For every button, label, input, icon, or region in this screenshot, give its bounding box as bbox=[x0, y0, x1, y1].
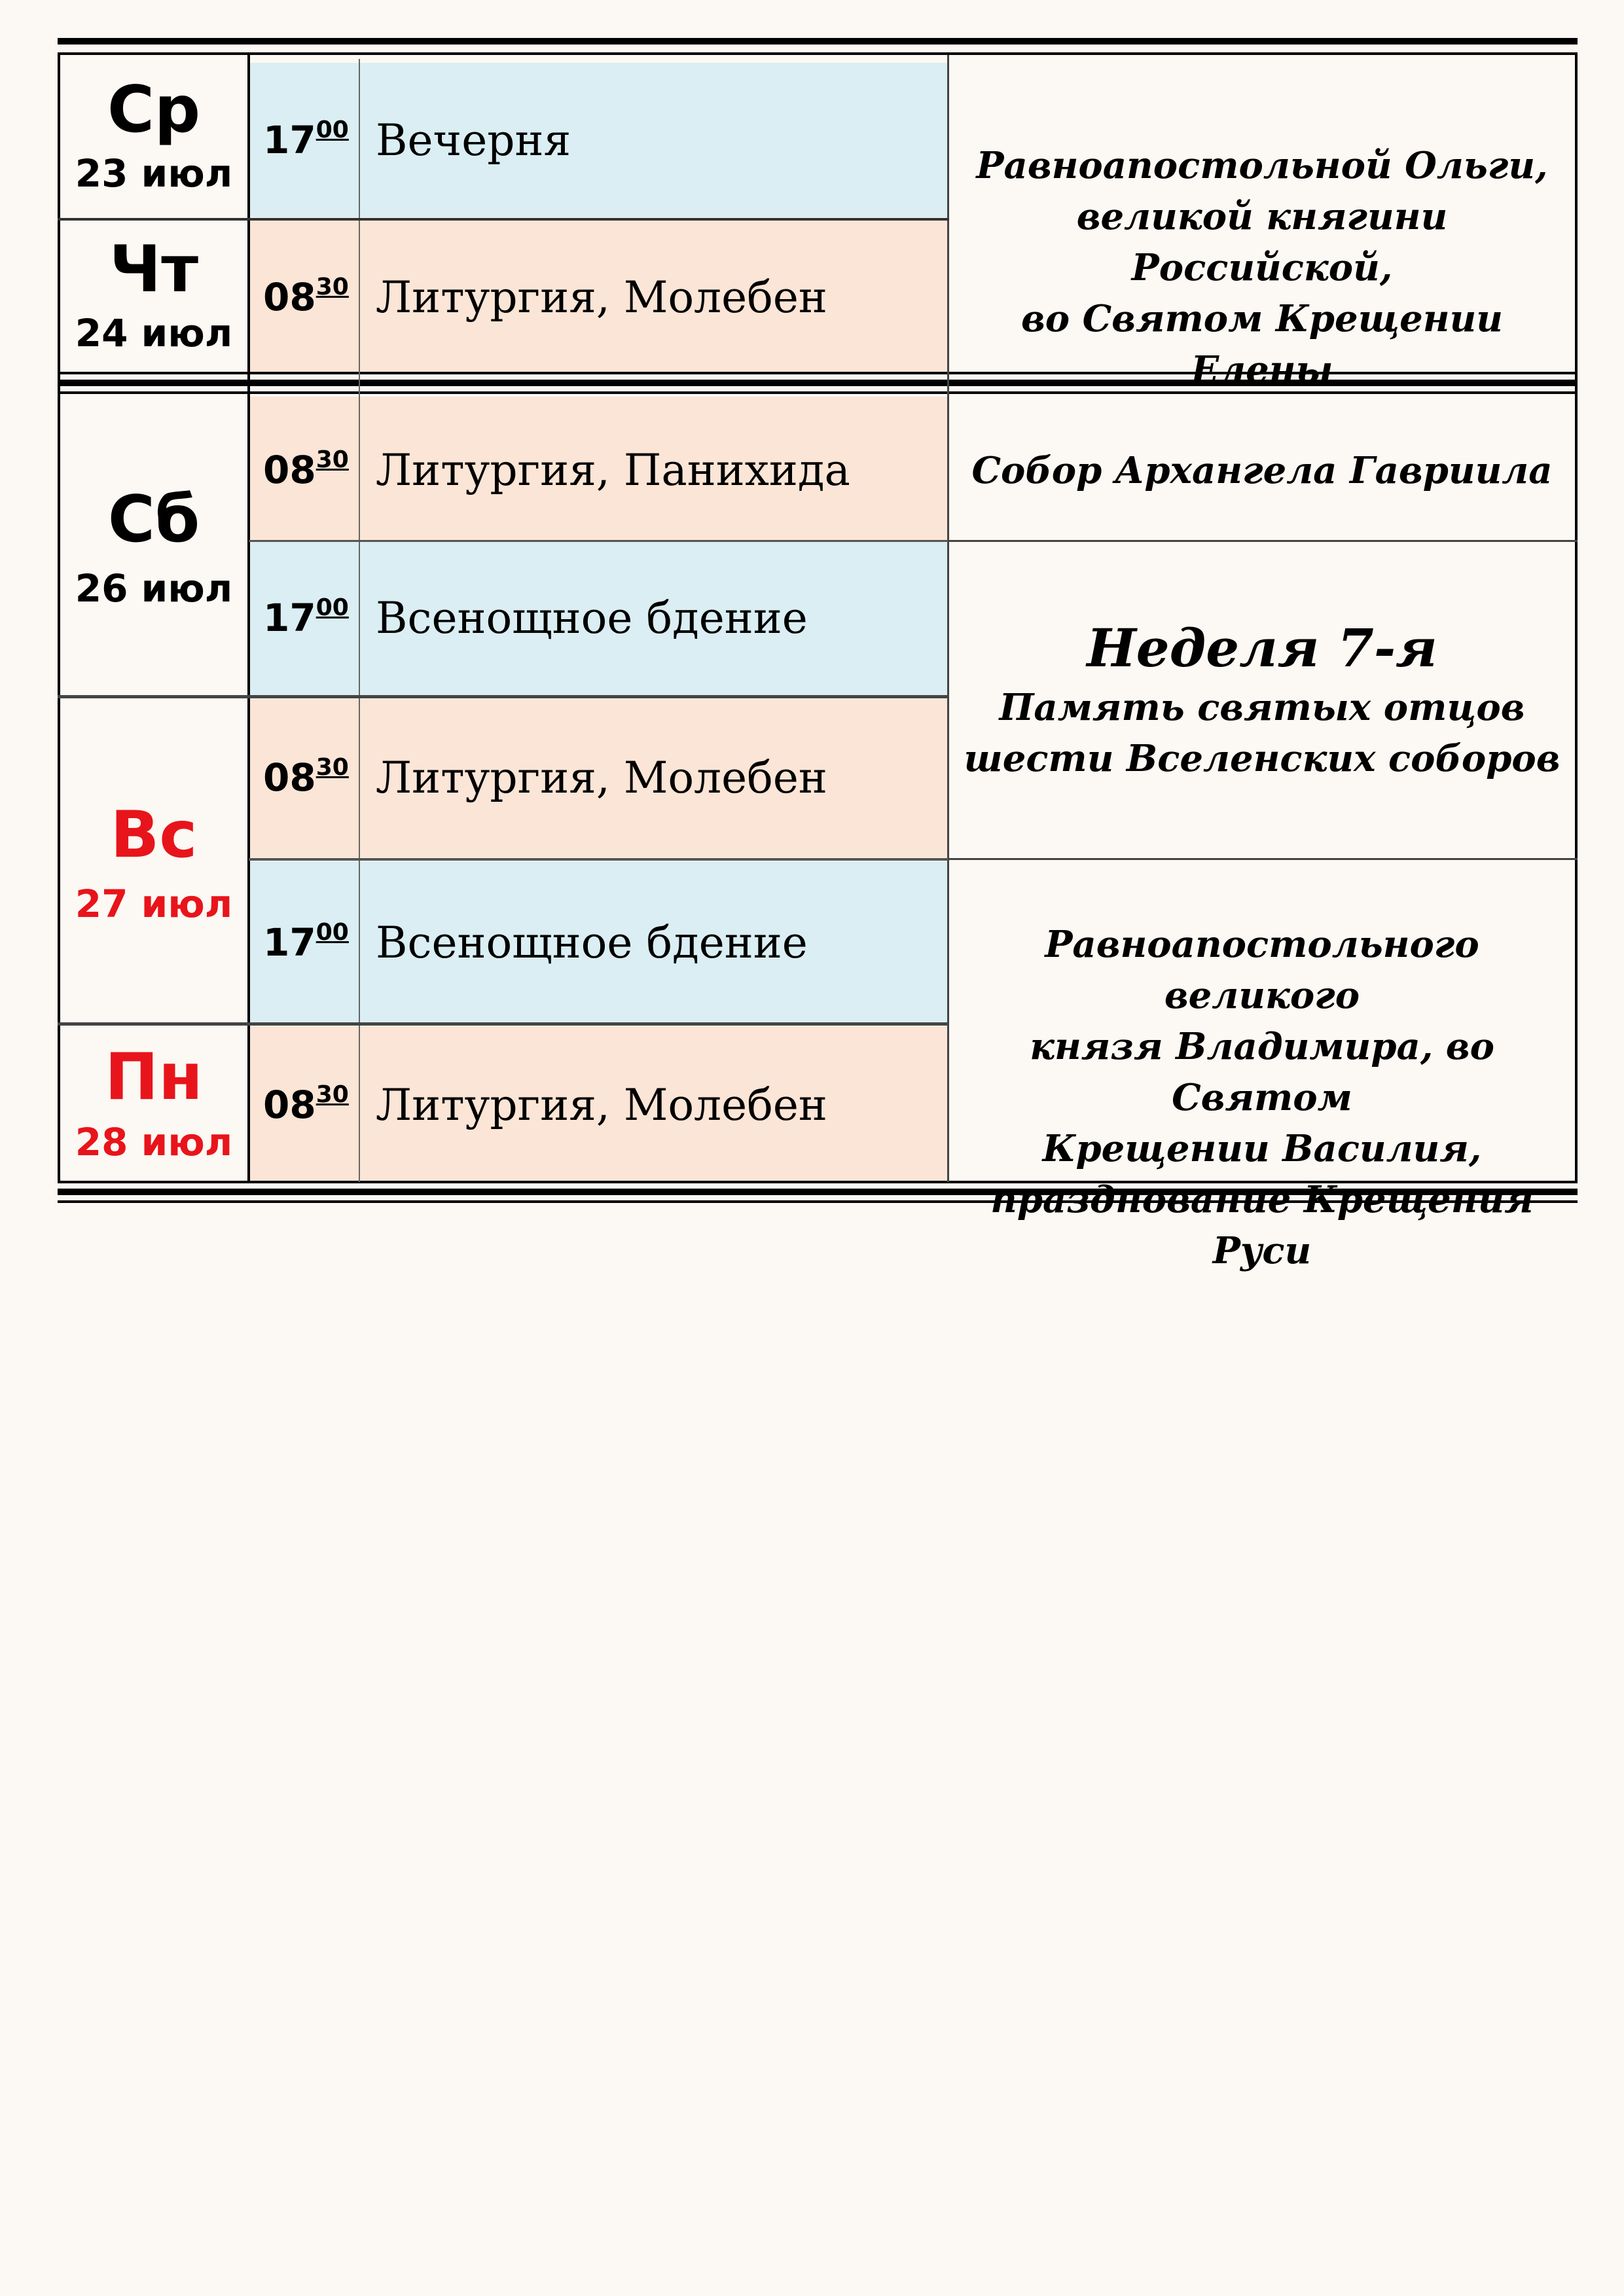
row-line bbox=[249, 540, 948, 542]
time-hours: 17 bbox=[263, 118, 316, 162]
service-title: Литургия, Панихида bbox=[376, 445, 850, 495]
feast-line: празднование Крещения Руси bbox=[990, 1178, 1534, 1272]
time-hours: 17 bbox=[263, 920, 316, 965]
time-hours: 08 bbox=[263, 275, 316, 319]
time-hours: 08 bbox=[263, 448, 316, 492]
feast-line: Равноапостольной Ольги, bbox=[976, 144, 1548, 187]
service-title: Литургия, Молебен bbox=[376, 272, 827, 323]
service-title: Литургия, Молебен bbox=[376, 1080, 827, 1130]
service-title: Всенощное бдение bbox=[376, 918, 808, 968]
service-title: Всенощное бдение bbox=[376, 593, 808, 643]
day-name: Чт bbox=[109, 232, 198, 307]
day-label bbox=[60, 232, 247, 355]
time-hours: 08 bbox=[263, 1083, 316, 1127]
day-name: Пн bbox=[105, 1040, 203, 1115]
row-line bbox=[58, 695, 949, 698]
service-cell-bg bbox=[249, 63, 948, 217]
service-time bbox=[263, 117, 349, 162]
top-rule-thin bbox=[58, 52, 1578, 55]
service-time bbox=[263, 274, 349, 319]
service-time bbox=[263, 754, 349, 800]
day-label bbox=[60, 482, 247, 611]
day-date: 23 июл bbox=[75, 151, 233, 196]
col-divider-day bbox=[247, 55, 250, 1182]
service-time bbox=[263, 446, 349, 492]
feast-line: во Святом Крещении Елены bbox=[1020, 297, 1503, 391]
row-line bbox=[948, 540, 1578, 542]
time-minutes: 30 bbox=[316, 274, 349, 300]
border-right bbox=[1575, 55, 1578, 1182]
feast-vladimir bbox=[950, 919, 1574, 1276]
service-time bbox=[263, 1081, 349, 1127]
day-date: 26 июл bbox=[75, 566, 233, 611]
day-date: 27 июл bbox=[75, 882, 233, 926]
time-minutes: 00 bbox=[316, 919, 349, 946]
time-minutes: 30 bbox=[316, 754, 349, 781]
day-label-holiday bbox=[60, 1040, 247, 1164]
time-hours: 17 bbox=[263, 596, 316, 640]
row-line bbox=[58, 1022, 949, 1026]
feast-sunday-title: Неделя 7-я bbox=[1087, 617, 1437, 679]
top-rule-thick bbox=[58, 38, 1578, 45]
feast-sunday bbox=[950, 614, 1574, 784]
time-minutes: 00 bbox=[316, 117, 349, 143]
day-name: Вс bbox=[110, 798, 198, 872]
day-label bbox=[60, 73, 247, 196]
service-title: Литургия, Молебен bbox=[376, 753, 827, 803]
day-label-holiday bbox=[60, 798, 247, 926]
service-time bbox=[263, 919, 349, 965]
col-divider-time bbox=[359, 59, 360, 1182]
col-divider-feast bbox=[947, 55, 949, 1182]
service-title: Вечерня bbox=[376, 115, 571, 166]
feast-line: великой княгини Российской, bbox=[1076, 195, 1448, 289]
day-name: Ср bbox=[107, 73, 201, 147]
feast-line: Память святых отцов bbox=[999, 686, 1525, 729]
time-hours: 08 bbox=[263, 755, 316, 800]
day-date: 24 июл bbox=[75, 311, 233, 355]
row-line bbox=[249, 858, 948, 861]
row-line bbox=[58, 218, 949, 221]
service-time bbox=[263, 594, 349, 640]
feast-line: князя Владимира, во Святом bbox=[1030, 1025, 1494, 1119]
feast-line: Равноапостольного великого bbox=[1045, 923, 1479, 1017]
day-date: 28 июл bbox=[75, 1120, 233, 1164]
row-line bbox=[948, 858, 1578, 860]
time-minutes: 30 bbox=[316, 1081, 349, 1108]
feast-line: Крещении Василия, bbox=[1042, 1127, 1482, 1170]
time-minutes: 30 bbox=[316, 446, 349, 473]
time-minutes: 00 bbox=[316, 594, 349, 621]
border-left bbox=[58, 55, 60, 1182]
feast-gabriel bbox=[950, 445, 1574, 496]
day-name: Сб bbox=[107, 482, 200, 557]
feast-line: Собор Архангела Гавриила bbox=[971, 449, 1553, 492]
feast-olga bbox=[950, 140, 1574, 395]
feast-line: шести Вселенских соборов bbox=[964, 737, 1561, 780]
